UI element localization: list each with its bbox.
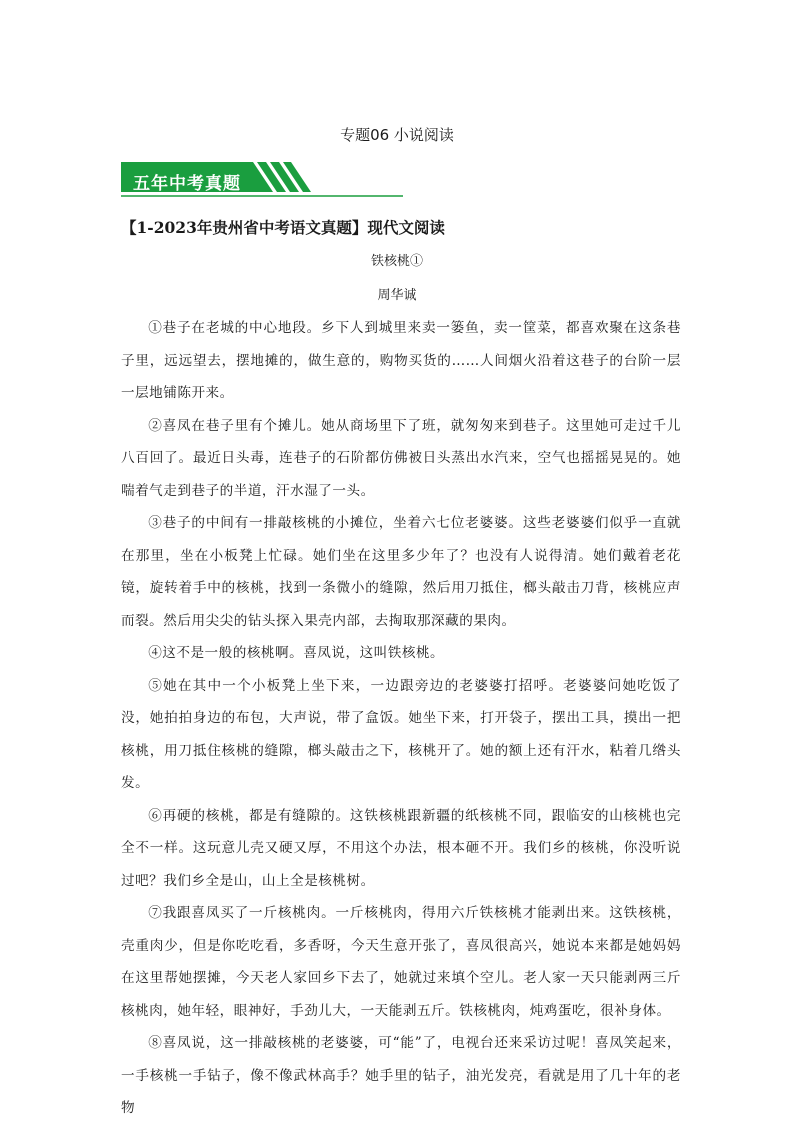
- story-body: [121, 312, 681, 1125]
- document-title: 专题06 小说阅读: [340, 126, 454, 144]
- question-heading: 【1-2023年贵州省中考语文真题】现代文阅读: [121, 218, 445, 237]
- paragraph-7: ⑦我跟喜凤买了一斤核桃肉。一斤核桃肉，得用六斤铁核桃才能剥出来。这铁核桃，壳重肉少，但是你吃吃看，多香呀，今天生意开张了，喜凤很高兴，她说本来都是她妈妈在这里帮她摆摊，今天老人家回乡下去了，她就过来填个空儿。老人家一天只能剥两三斤核桃肉，她年轻，眼神好，手劲儿大，一天能剥五斤。铁核桃肉，炖鸡蛋吃，很补身体。: [121, 905, 681, 1019]
- paragraph-4: ④这不是一般的核桃啊。喜凤说，这叫铁核桃。: [148, 645, 445, 661]
- paragraph-2: ②喜凤在巷子里有个摊儿。她从商场里下了班，就匆匆来到巷子。这里她可走过千儿八百回了。最近日头毒，连巷子的石阶都仿佛被日头蒸出水汽来，空气也摇摇晃晃的。她喘着气走到巷子的半道，汗水湿了一头。: [121, 417, 681, 499]
- story-author: 周华诚: [377, 288, 417, 303]
- paragraph-8: ⑧喜凤说，这一排敲核桃的老婆婆，可“能”了，电视台还来采访过呢！喜凤笑起来，一手核桃一手钻子，像不像武林高手？她手里的钻子，油光发亮，看就是用了几十年的老物: [121, 1035, 681, 1116]
- section-banner: [121, 162, 403, 198]
- paragraph-3: ③巷子的中间有一排敲核桃的小摊位，坐着六七位老婆婆。这些老婆婆们似乎一直就在那里，坐在小板凳上忙碌。她们坐在这里多少年了？也没有人说得清。她们戴着老花镜，旋转着手中的核桃，找到一条微小的缝隙，然后用刀抵住，榔头敲击刀背，核桃应声而裂。然后用尖尖的钻头探入果壳内部，去掏取那深藏的果肉。: [121, 515, 681, 629]
- paragraph-6: ⑥再硬的核桃，都是有缝隙的。这铁核桃跟新疆的纸核桃不同，跟临安的山核桃也完全不一样。这玩意儿壳又硬又厚，不用这个办法，根本砸不开。我们乡的核桃，你没听说过吧？我们乡全是山，山上全是核桃树。: [121, 807, 681, 889]
- story-title: 铁核桃①: [370, 254, 423, 269]
- paragraph-1: ①巷子在老城的中心地段。乡下人到城里来卖一篓鱼，卖一筐菜，都喜欢聚在这条巷子里，远远望去，摆地摊的，做生意的，购物买货的……人间烟火沿着这巷子的台阶一层一层地铺陈开来。: [121, 320, 681, 401]
- section-banner-label: 五年中考真题: [133, 174, 241, 194]
- paragraph-5: ⑤她在其中一个小板凳上坐下来，一边跟旁边的老婆婆打招呼。老婆婆问她吃饭了没，她拍拍身边的布包，大声说，带了盒饭。她坐下来，打开袋子，摆出工具，摸出一把核桃，用刀抵住核桃的缝隙，榔头敲击之下，核桃开了。她的额上还有汗水，粘着几绺头发。: [121, 677, 681, 791]
